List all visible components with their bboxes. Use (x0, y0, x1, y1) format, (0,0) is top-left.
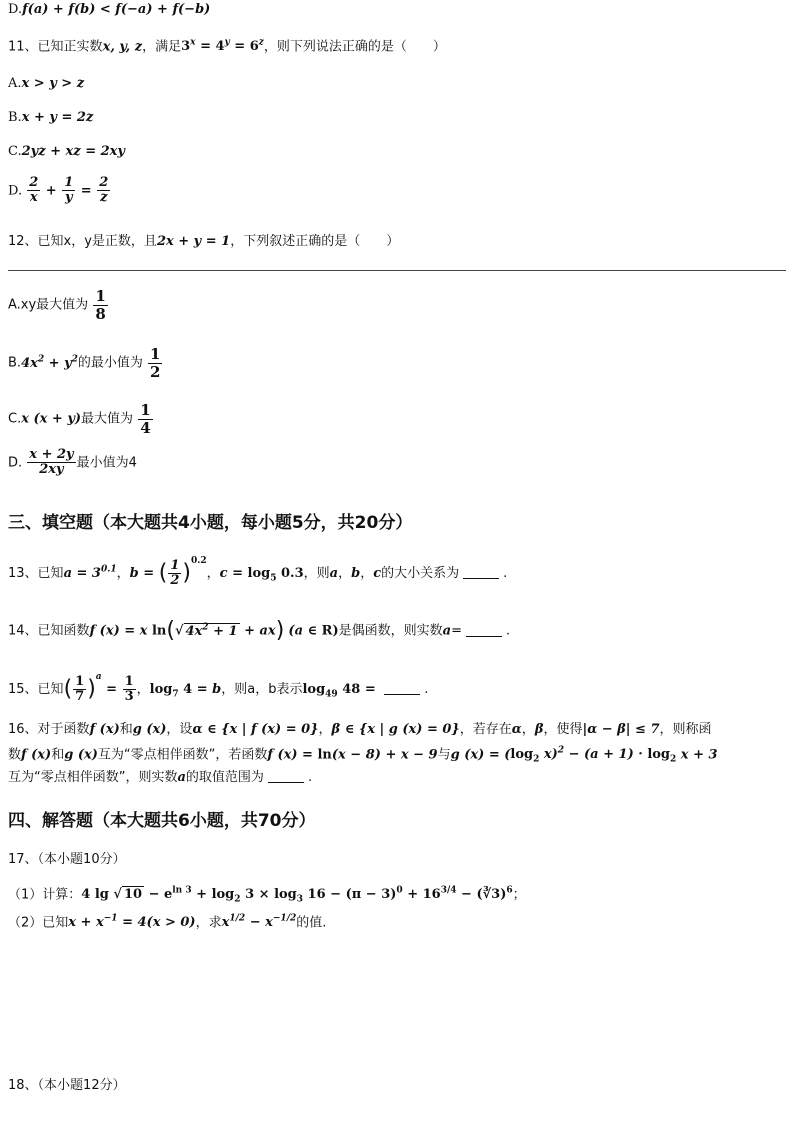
q14: 14、已知函数f (x) = x ln(√ $4x^2 + 1 + ax$) (a ∈ R)是偶函数，则实数a= . (8, 618, 511, 643)
q11-option-b: B.x + y = 2z (8, 110, 94, 125)
q14-answer-blank[interactable] (466, 636, 502, 637)
q11-option-d: D. $\frac{2}{x}$ + $\frac{1}{y}$ = $\frac{2}{z}$ (8, 175, 109, 206)
q17-header: 17、（本小题10分） (8, 852, 126, 867)
q16-line-2: 数f (x)和g (x)互为“零点相伴函数”，若函数f (x) = ln(x − 8) + x − 9与g $(x) = (\log_2$ $x)^2 - (a + 1) \cdot \log_2 x + 3$ (8, 746, 718, 765)
q13-answer-blank[interactable] (463, 578, 499, 579)
q10-option-d-formula: f(a) + f(b) < f(−a) + f(−b) (22, 2, 211, 17)
q12-option-c: C.x (x + y)最大值为 $\frac{1}{4}$ (8, 401, 151, 437)
section-3-title: 三、填空题（本大题共4小题，每小题5分，共20分） (8, 513, 413, 533)
q17-part-1: （1）计算：4 lg √ $10 - e^{ln 3} + \log_2 3 \times \log_3 16 - (\pi - 3)^0 + 16^{3/4}$ − (∛3)$^6$； (8, 886, 526, 905)
q13: 13、已知$a = 3^{0.1}$，b = ( $\frac{1}{2}$ )$^{0.2}$，$c = \log_5 0.3$，则a，b，c的大小关系为 . (8, 556, 508, 588)
section-4-title: 四、解答题（本大题共6小题，共70分） (8, 811, 316, 831)
q15: 15、已知( $\frac{1}{7}$ )$^a$ = $\frac{1}{3}$ ，$\log_7 4 = b$，则a，b表示$\log_{49} 48$ = . (8, 672, 429, 704)
q16-line-1: 16、对于函数f (x)和g (x)，设α ∈ {x | f (x) = 0}，β ∈ {x | g (x) = 0}，若存在α，β，使得|α − β| ≤ 7，则称函 (8, 722, 712, 737)
q18-header: 18、（本小题12分） (8, 1078, 126, 1093)
q12-option-b: $B.4x^2 + y^2$的最小值为 $\frac{1}{2}$ (8, 345, 161, 381)
q12-stem: 12、已知x，y是正数，且2x + y = 1，下列叙述正确的是（ ） (8, 234, 400, 249)
q12-option-a: A.xy最大值为 $\frac{1}{8}$ (8, 287, 106, 323)
q15-answer-blank[interactable] (384, 694, 420, 695)
q11-option-a: A.x > y > z (8, 76, 85, 91)
page-divider (8, 270, 786, 271)
q16-answer-blank[interactable] (268, 782, 304, 783)
q11-stem: 11、已知正实数x, y, z，满足$3^x = 4^y = 6^z$，则下列说法正确的是（ ） (8, 38, 446, 55)
q12-option-d: D. $\frac{x + 2y}{2xy}$ 最小值为4 (8, 447, 137, 478)
q17-part-2: （2）已知$x + x^{-1} = 4(x > 0)$，求$x^{1/2} - x^{-1/2}$的值. (8, 914, 327, 931)
q11-option-c: C.2yz + xz = 2xy (8, 144, 125, 159)
q16-line-3: 互为“零点相伴函数”，则实数a的取值范围为 . (8, 770, 313, 785)
q10-option-d: D.f(a) + f(b) < f(−a) + f(−b) (8, 2, 211, 17)
